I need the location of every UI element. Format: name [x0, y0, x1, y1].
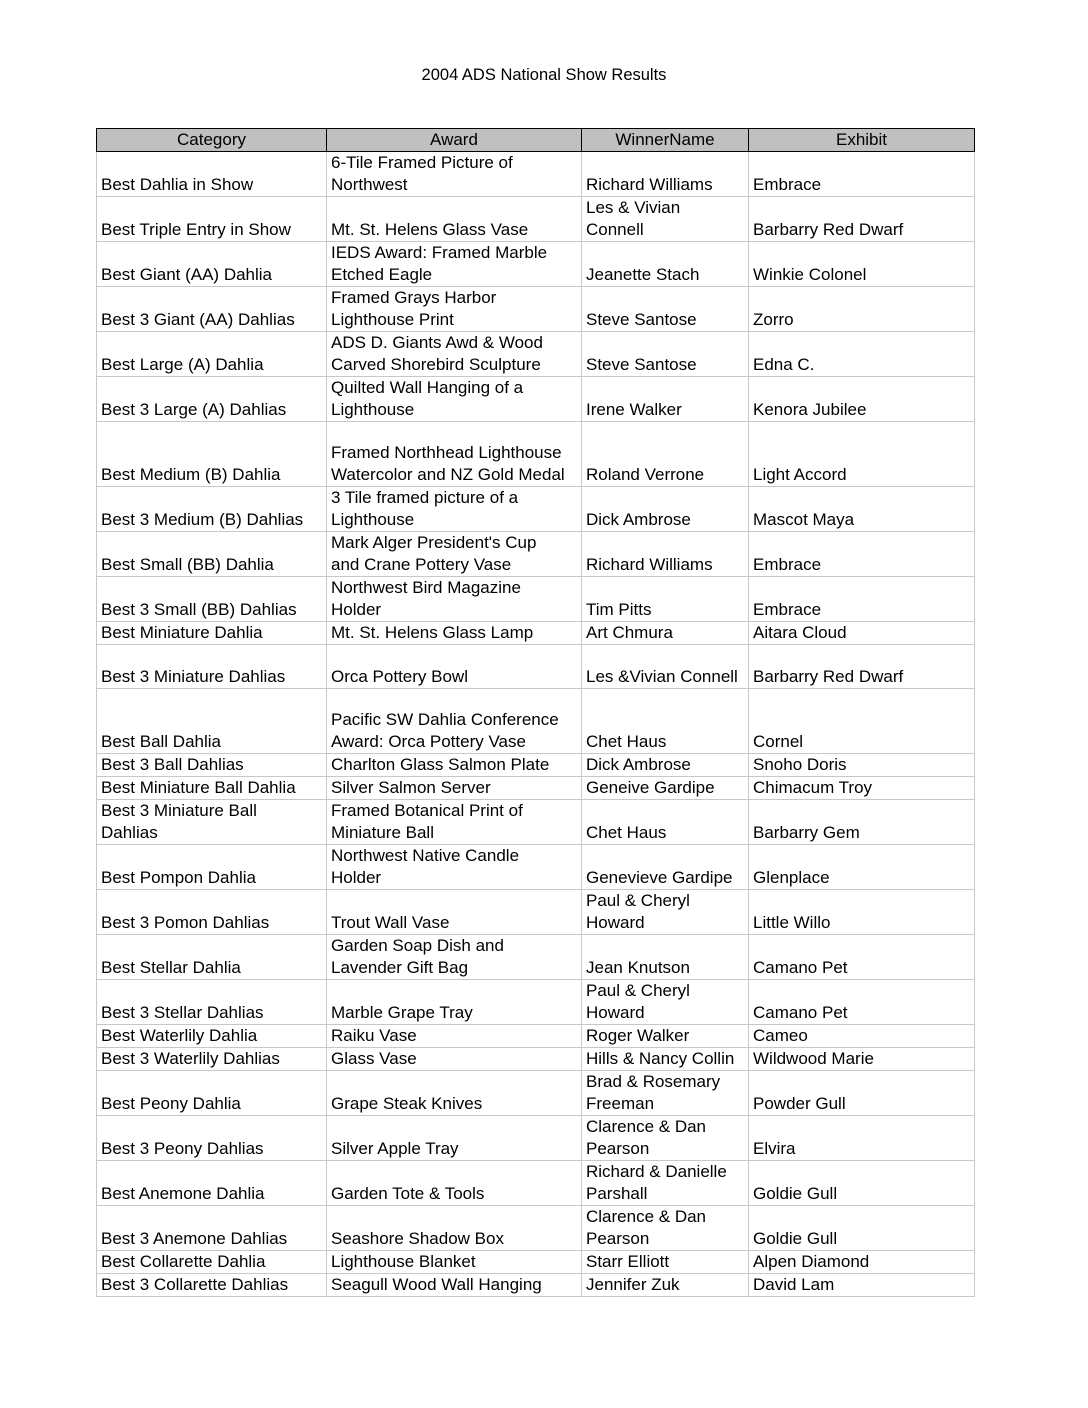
winner-name-cell: Richard Williams — [582, 152, 749, 197]
exhibit-cell: Camano Pet — [749, 980, 975, 1025]
exhibit-cell: Powder Gull — [749, 1071, 975, 1116]
winner-name-cell: Geneive Gardipe — [582, 777, 749, 800]
category-cell: Best 3 Giant (AA) Dahlias — [97, 287, 327, 332]
award-cell: Northwest Native Candle Holder — [327, 845, 582, 890]
category-cell: Best 3 Large (A) Dahlias — [97, 377, 327, 422]
exhibit-cell: Barbarry Gem — [749, 800, 975, 845]
table-row — [97, 777, 975, 800]
exhibit-cell: Light Accord — [749, 422, 975, 487]
table-row — [97, 577, 975, 622]
category-cell: Best Miniature Ball Dahlia — [97, 777, 327, 800]
table-row — [97, 1048, 975, 1071]
table-row — [97, 197, 975, 242]
award-cell: ADS D. Giants Awd & Wood Carved Shorebird Sculpture — [327, 332, 582, 377]
results-table — [96, 128, 975, 1297]
table-row — [97, 1206, 975, 1251]
category-cell: Best Ball Dahlia — [97, 689, 327, 754]
category-cell: Best 3 Ball Dahlias — [97, 754, 327, 777]
exhibit-cell: Zorro — [749, 287, 975, 332]
award-cell: Silver Salmon Server — [327, 777, 582, 800]
exhibit-cell: Cameo — [749, 1025, 975, 1048]
winner-name-cell: Dick Ambrose — [582, 487, 749, 532]
exhibit-cell: David Lam — [749, 1274, 975, 1297]
winner-name-cell: Clarence & Dan Pearson — [582, 1206, 749, 1251]
category-cell: Best 3 Anemone Dahlias — [97, 1206, 327, 1251]
table-body — [97, 152, 975, 1297]
exhibit-cell: Goldie Gull — [749, 1206, 975, 1251]
award-cell: Mt. St. Helens Glass Vase — [327, 197, 582, 242]
award-cell: 6-Tile Framed Picture of Northwest — [327, 152, 582, 197]
category-cell: Best 3 Waterlily Dahlias — [97, 1048, 327, 1071]
winner-name-cell: Irene Walker — [582, 377, 749, 422]
winner-name-cell: Jean Knutson — [582, 935, 749, 980]
award-cell: Trout Wall Vase — [327, 890, 582, 935]
award-cell: Glass Vase — [327, 1048, 582, 1071]
exhibit-cell: Winkie Colonel — [749, 242, 975, 287]
table-row — [97, 242, 975, 287]
table-row — [97, 287, 975, 332]
award-cell: Framed Northhead Lighthouse Watercolor and NZ Gold Medal — [327, 422, 582, 487]
category-cell: Best 3 Miniature Dahlias — [97, 645, 327, 689]
winner-name-cell: Richard & Danielle Parshall — [582, 1161, 749, 1206]
category-cell: Best 3 Peony Dahlias — [97, 1116, 327, 1161]
winner-name-cell: Brad & Rosemary Freeman — [582, 1071, 749, 1116]
winner-name-cell: Starr Elliott — [582, 1251, 749, 1274]
category-cell: Best 3 Small (BB) Dahlias — [97, 577, 327, 622]
table-row — [97, 1161, 975, 1206]
category-cell: Best Stellar Dahlia — [97, 935, 327, 980]
award-cell: Silver Apple Tray — [327, 1116, 582, 1161]
exhibit-cell: Camano Pet — [749, 935, 975, 980]
table-row — [97, 622, 975, 645]
column-header-award: Award — [327, 129, 582, 152]
table-row — [97, 689, 975, 754]
category-cell: Best Dahlia in Show — [97, 152, 327, 197]
category-cell: Best Miniature Dahlia — [97, 622, 327, 645]
award-cell: 3 Tile framed picture of a Lighthouse — [327, 487, 582, 532]
column-header-category: Category — [97, 129, 327, 152]
table-row — [97, 645, 975, 689]
award-cell: Northwest Bird Magazine Holder — [327, 577, 582, 622]
award-cell: Garden Soap Dish and Lavender Gift Bag — [327, 935, 582, 980]
table-row — [97, 1025, 975, 1048]
award-cell: Framed Botanical Print of Miniature Ball — [327, 800, 582, 845]
table-row — [97, 754, 975, 777]
winner-name-cell: Roland Verrone — [582, 422, 749, 487]
exhibit-cell: Barbarry Red Dwarf — [749, 645, 975, 689]
column-header-exhibit: Exhibit — [749, 129, 975, 152]
table-row — [97, 532, 975, 577]
winner-name-cell: Jennifer Zuk — [582, 1274, 749, 1297]
table-row — [97, 1251, 975, 1274]
exhibit-cell: Embrace — [749, 577, 975, 622]
column-header-winner-name: WinnerName — [582, 129, 749, 152]
winner-name-cell: Jeanette Stach — [582, 242, 749, 287]
winner-name-cell: Roger Walker — [582, 1025, 749, 1048]
winner-name-cell: Art Chmura — [582, 622, 749, 645]
exhibit-cell: Elvira — [749, 1116, 975, 1161]
award-cell: Mt. St. Helens Glass Lamp — [327, 622, 582, 645]
winner-name-cell: Hills & Nancy Collin — [582, 1048, 749, 1071]
exhibit-cell: Embrace — [749, 152, 975, 197]
award-cell: Marble Grape Tray — [327, 980, 582, 1025]
award-cell: Quilted Wall Hanging of a Lighthouse — [327, 377, 582, 422]
exhibit-cell: Little Willo — [749, 890, 975, 935]
table-row — [97, 377, 975, 422]
winner-name-cell: Paul & Cheryl Howard — [582, 980, 749, 1025]
award-cell: Charlton Glass Salmon Plate — [327, 754, 582, 777]
winner-name-cell: Paul & Cheryl Howard — [582, 890, 749, 935]
winner-name-cell: Genevieve Gardipe — [582, 845, 749, 890]
category-cell: Best Medium (B) Dahlia — [97, 422, 327, 487]
award-cell: Garden Tote & Tools — [327, 1161, 582, 1206]
exhibit-cell: Cornel — [749, 689, 975, 754]
award-cell: Pacific SW Dahlia Conference Award: Orca Pottery Vase — [327, 689, 582, 754]
table-row — [97, 935, 975, 980]
table-row — [97, 980, 975, 1025]
exhibit-cell: Barbarry Red Dwarf — [749, 197, 975, 242]
winner-name-cell: Clarence & Dan Pearson — [582, 1116, 749, 1161]
award-cell: Framed Grays Harbor Lighthouse Print — [327, 287, 582, 332]
award-cell: Mark Alger President's Cup and Crane Pottery Vase — [327, 532, 582, 577]
exhibit-cell: Edna C. — [749, 332, 975, 377]
category-cell: Best Small (BB) Dahlia — [97, 532, 327, 577]
page-title: 2004 ADS National Show Results — [421, 66, 667, 84]
winner-name-cell: Dick Ambrose — [582, 754, 749, 777]
table-row — [97, 1274, 975, 1297]
exhibit-cell: Alpen Diamond — [749, 1251, 975, 1274]
category-cell: Best Triple Entry in Show — [97, 197, 327, 242]
winner-name-cell: Steve Santose — [582, 287, 749, 332]
exhibit-cell: Snoho Doris — [749, 754, 975, 777]
table-row — [97, 1071, 975, 1116]
category-cell: Best Peony Dahlia — [97, 1071, 327, 1116]
award-cell: IEDS Award: Framed Marble Etched Eagle — [327, 242, 582, 287]
exhibit-cell: Kenora Jubilee — [749, 377, 975, 422]
winner-name-cell: Les & Vivian Connell — [582, 197, 749, 242]
category-cell: Best Anemone Dahlia — [97, 1161, 327, 1206]
award-cell: Orca Pottery Bowl — [327, 645, 582, 689]
table-row — [97, 152, 975, 197]
winner-name-cell: Tim Pitts — [582, 577, 749, 622]
winner-name-cell: Richard Williams — [582, 532, 749, 577]
category-cell: Best Waterlily Dahlia — [97, 1025, 327, 1048]
category-cell: Best Collarette Dahlia — [97, 1251, 327, 1274]
table-row — [97, 422, 975, 487]
category-cell: Best 3 Pomon Dahlias — [97, 890, 327, 935]
exhibit-cell: Mascot Maya — [749, 487, 975, 532]
header-row — [97, 129, 975, 152]
award-cell: Lighthouse Blanket — [327, 1251, 582, 1274]
category-cell: Best Giant (AA) Dahlia — [97, 242, 327, 287]
table-header — [97, 129, 975, 152]
winner-name-cell: Chet Haus — [582, 800, 749, 845]
award-cell: Grape Steak Knives — [327, 1071, 582, 1116]
category-cell: Best 3 Stellar Dahlias — [97, 980, 327, 1025]
award-cell: Seashore Shadow Box — [327, 1206, 582, 1251]
table-row — [97, 890, 975, 935]
award-cell: Seagull Wood Wall Hanging — [327, 1274, 582, 1297]
table-row — [97, 487, 975, 532]
table-row — [97, 332, 975, 377]
winner-name-cell: Les &Vivian Connell — [582, 645, 749, 689]
category-cell: Best Large (A) Dahlia — [97, 332, 327, 377]
category-cell: Best 3 Medium (B) Dahlias — [97, 487, 327, 532]
table-row — [97, 1116, 975, 1161]
exhibit-cell: Embrace — [749, 532, 975, 577]
award-cell: Raiku Vase — [327, 1025, 582, 1048]
category-cell: Best 3 Miniature Ball Dahlias — [97, 800, 327, 845]
winner-name-cell: Chet Haus — [582, 689, 749, 754]
table-row — [97, 845, 975, 890]
category-cell: Best 3 Collarette Dahlias — [97, 1274, 327, 1297]
exhibit-cell: Aitara Cloud — [749, 622, 975, 645]
table-row — [97, 800, 975, 845]
exhibit-cell: Chimacum Troy — [749, 777, 975, 800]
winner-name-cell: Steve Santose — [582, 332, 749, 377]
exhibit-cell: Goldie Gull — [749, 1161, 975, 1206]
exhibit-cell: Glenplace — [749, 845, 975, 890]
exhibit-cell: Wildwood Marie — [749, 1048, 975, 1071]
category-cell: Best Pompon Dahlia — [97, 845, 327, 890]
